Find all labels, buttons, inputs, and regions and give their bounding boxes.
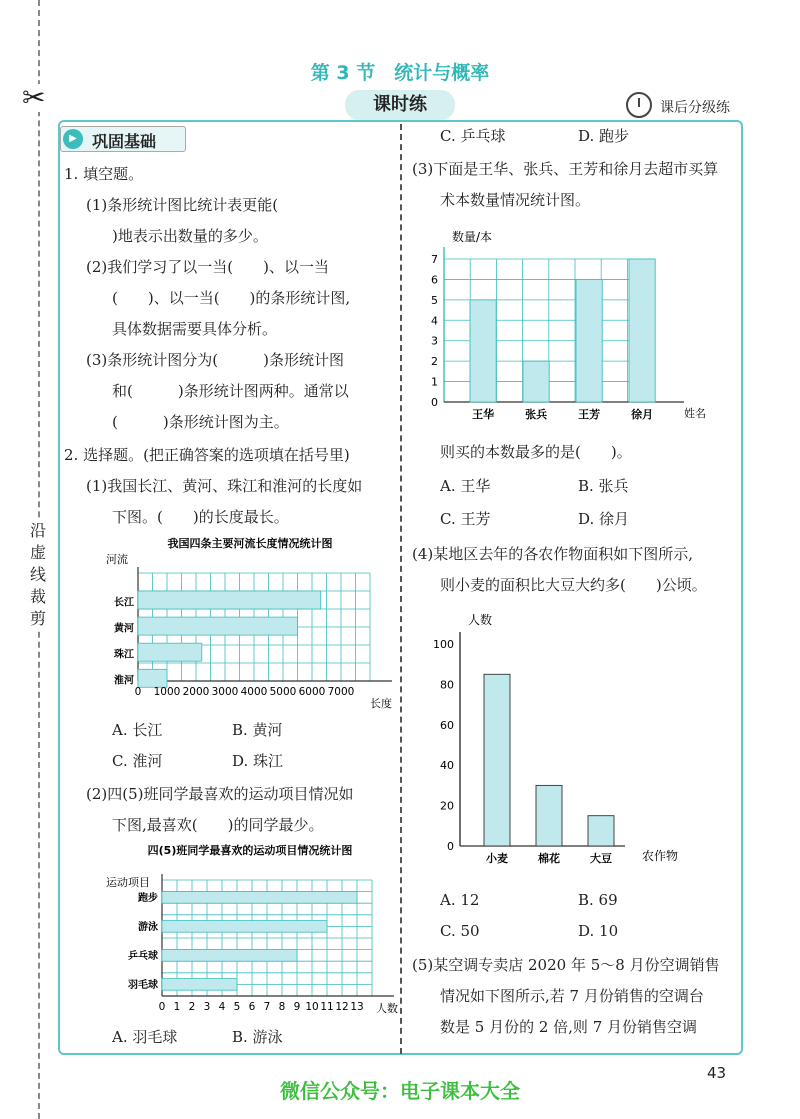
bar — [588, 816, 614, 846]
bar — [470, 300, 496, 402]
tick-label: 5000 — [269, 686, 297, 698]
option: C. 50 — [440, 922, 480, 940]
bar — [162, 921, 327, 933]
bar — [138, 617, 298, 635]
q1-title: 1. 填空题。 — [64, 165, 144, 183]
category-label: 乒乓球 — [128, 950, 158, 962]
tick-label: 3 — [431, 334, 438, 348]
tick-label: 5 — [431, 293, 438, 307]
category-label: 长江 — [114, 597, 134, 609]
q4-line: (4)某地区去年的各农作物面积如下图所示, — [412, 545, 694, 563]
option: A. 12 — [440, 891, 480, 909]
tick-label: 5 — [233, 1001, 241, 1013]
chart-y-label: 河流 — [106, 553, 128, 566]
sports-preference-chart — [100, 842, 400, 1020]
chart-y-label: 人数 — [468, 613, 493, 627]
chart-x-label: 农作物 — [642, 849, 679, 863]
tick-label: 3 — [203, 1001, 211, 1013]
category-label: 跑步 — [138, 892, 158, 904]
river-length-chart — [100, 535, 400, 715]
q2-p1-line: (1)我国长江、黄河、珠江和淮河的长度如 — [86, 477, 363, 495]
tick-label: 10 — [305, 1001, 319, 1013]
bar — [162, 979, 237, 991]
bar — [576, 279, 602, 402]
crop-area-chart — [420, 608, 720, 868]
bar — [138, 643, 202, 661]
footer-text: 微信公众号：电子课本大全 — [280, 1079, 520, 1103]
tick-label: 100 — [433, 638, 454, 651]
tick-label: 2000 — [182, 686, 210, 698]
bar — [629, 259, 655, 402]
option: A. 王华 — [440, 477, 491, 495]
q1-line: (1)条形统计图比统计表更能( — [86, 196, 279, 214]
q3-line: (3)下面是王华、张兵、王芳和徐月去超市买算 — [412, 160, 719, 178]
option: C. 乒乓球 — [440, 127, 506, 145]
option: D. 徐月 — [578, 510, 630, 528]
tick-label: 6000 — [298, 686, 326, 698]
section-label: 巩固基础 — [92, 132, 157, 151]
bar — [484, 674, 510, 846]
chart-y-label: 数量/本 — [452, 230, 493, 244]
tick-label: 7 — [431, 253, 438, 266]
category-label: 黄河 — [114, 623, 134, 635]
tick-label: 9 — [293, 1001, 301, 1013]
category-label: 徐月 — [631, 408, 654, 421]
category-label: 张兵 — [525, 408, 548, 421]
q3-line: 术本数量情况统计图。 — [440, 191, 591, 209]
tick-label: 3000 — [211, 686, 239, 698]
clock-icon — [626, 92, 652, 118]
q3-question: 则买的本数最多的是( )。 — [440, 443, 632, 461]
scissors-icon: ✂ — [22, 81, 46, 114]
page-title: 第 3 节 统计与概率 — [310, 62, 490, 84]
column-divider — [400, 124, 402, 1054]
tick-label: 2 — [431, 355, 438, 369]
q5-line: 情况如下图所示,若 7 月份销售的空调台 — [440, 987, 704, 1005]
q4-line: 则小麦的面积比大豆大约多( )公顷。 — [440, 576, 707, 594]
tick-label: 4 — [218, 1001, 226, 1013]
bar — [162, 892, 357, 904]
notebook-purchase-chart — [412, 225, 722, 425]
tick-label: 11 — [320, 1001, 334, 1013]
tick-label: 8 — [278, 1001, 286, 1013]
cut-instruction: 沿虚线裁剪 — [27, 520, 49, 630]
tick-label: 0 — [134, 686, 142, 698]
category-label: 棉花 — [538, 852, 560, 865]
option: B. 张兵 — [578, 477, 629, 495]
q5-line: 数是 5 月份的 2 倍,则 7 月份销售空调 — [440, 1018, 698, 1036]
chart-title: 四(5)班同学最喜欢的运动项目情况统计图 — [147, 844, 353, 857]
option: B. 69 — [578, 891, 618, 909]
category-label: 淮河 — [114, 675, 134, 687]
tick-label: 0 — [447, 840, 454, 853]
option: D. 珠江 — [232, 752, 284, 770]
q1-line: 和( )条形统计图两种。通常以 — [112, 382, 349, 400]
category-label: 王华 — [472, 408, 495, 421]
option: B. 黄河 — [232, 721, 283, 739]
tick-label: 0 — [158, 1001, 166, 1013]
category-label: 游泳 — [138, 921, 158, 933]
category-label: 珠江 — [114, 649, 134, 661]
chart-x-label: 长度 — [370, 697, 392, 710]
chart-x-label: 姓名 — [684, 407, 706, 420]
q1-line: ( )、以一当( )的条形统计图, — [112, 289, 351, 307]
tick-label: 4000 — [240, 686, 268, 698]
tick-label: 13 — [350, 1001, 364, 1013]
category-label: 羽毛球 — [128, 979, 158, 991]
tick-label: 12 — [335, 1001, 349, 1013]
tick-label: 6 — [431, 273, 438, 287]
bar — [536, 785, 562, 846]
section-bullet-icon: ▶ — [63, 129, 83, 149]
option: C. 淮河 — [112, 752, 163, 770]
chart-x-label: 人数 — [376, 1002, 398, 1015]
tick-label: 60 — [440, 718, 454, 732]
tick-label: 80 — [440, 678, 454, 692]
chart-y-label: 运动项目 — [106, 876, 150, 889]
option: A. 羽毛球 — [112, 1028, 178, 1046]
page-subtitle: 课时练 — [345, 90, 455, 120]
page-number: 43 — [707, 1064, 727, 1082]
tick-label: 7000 — [327, 686, 355, 698]
category-label: 小麦 — [486, 852, 508, 865]
tick-label: 20 — [440, 799, 454, 813]
q1-line: ( )条形统计图为主。 — [112, 413, 289, 431]
option: A. 长江 — [112, 721, 163, 739]
q2-p2-line: (2)四(5)班同学最喜欢的运动项目情况如 — [86, 785, 354, 803]
bar — [523, 361, 549, 402]
q1-line: (2)我们学习了以一当( )、以一当 — [86, 258, 329, 276]
bar — [138, 591, 321, 609]
tick-label: 1000 — [153, 686, 181, 698]
tick-label: 7 — [263, 1001, 271, 1013]
bar — [138, 669, 167, 687]
q5-line: (5)某空调专卖店 2020 年 5～8 月份空调销售 — [412, 956, 720, 974]
level-label: 课后分级练 — [660, 100, 730, 116]
tick-label: 2 — [188, 1001, 196, 1013]
q2-p1-line: 下图。( )的长度最长。 — [112, 508, 289, 526]
q2-title: 2. 选择题。(把正确答案的选项填在括号里) — [64, 446, 350, 464]
chart-title: 我国四条主要河流长度情况统计图 — [167, 537, 333, 550]
q1-line: )地表示出数量的多少。 — [112, 227, 268, 245]
tick-label: 40 — [440, 759, 454, 773]
tick-label: 1 — [173, 1001, 181, 1013]
tick-label: 4 — [431, 314, 438, 328]
tick-label: 0 — [431, 396, 438, 409]
option: D. 10 — [578, 922, 619, 940]
option: D. 跑步 — [578, 127, 630, 145]
bar — [162, 950, 297, 962]
category-label: 王芳 — [578, 408, 601, 421]
q1-line: 具体数据需要具体分析。 — [112, 320, 278, 338]
q1-line: (3)条形统计图分为( )条形统计图 — [86, 351, 344, 369]
category-label: 大豆 — [590, 852, 612, 865]
tick-label: 1 — [431, 375, 438, 389]
tick-label: 6 — [248, 1001, 256, 1013]
q2-p2-line: 下图,最喜欢( )的同学最少。 — [112, 816, 324, 834]
option: C. 王芳 — [440, 510, 491, 528]
option: B. 游泳 — [232, 1028, 283, 1046]
